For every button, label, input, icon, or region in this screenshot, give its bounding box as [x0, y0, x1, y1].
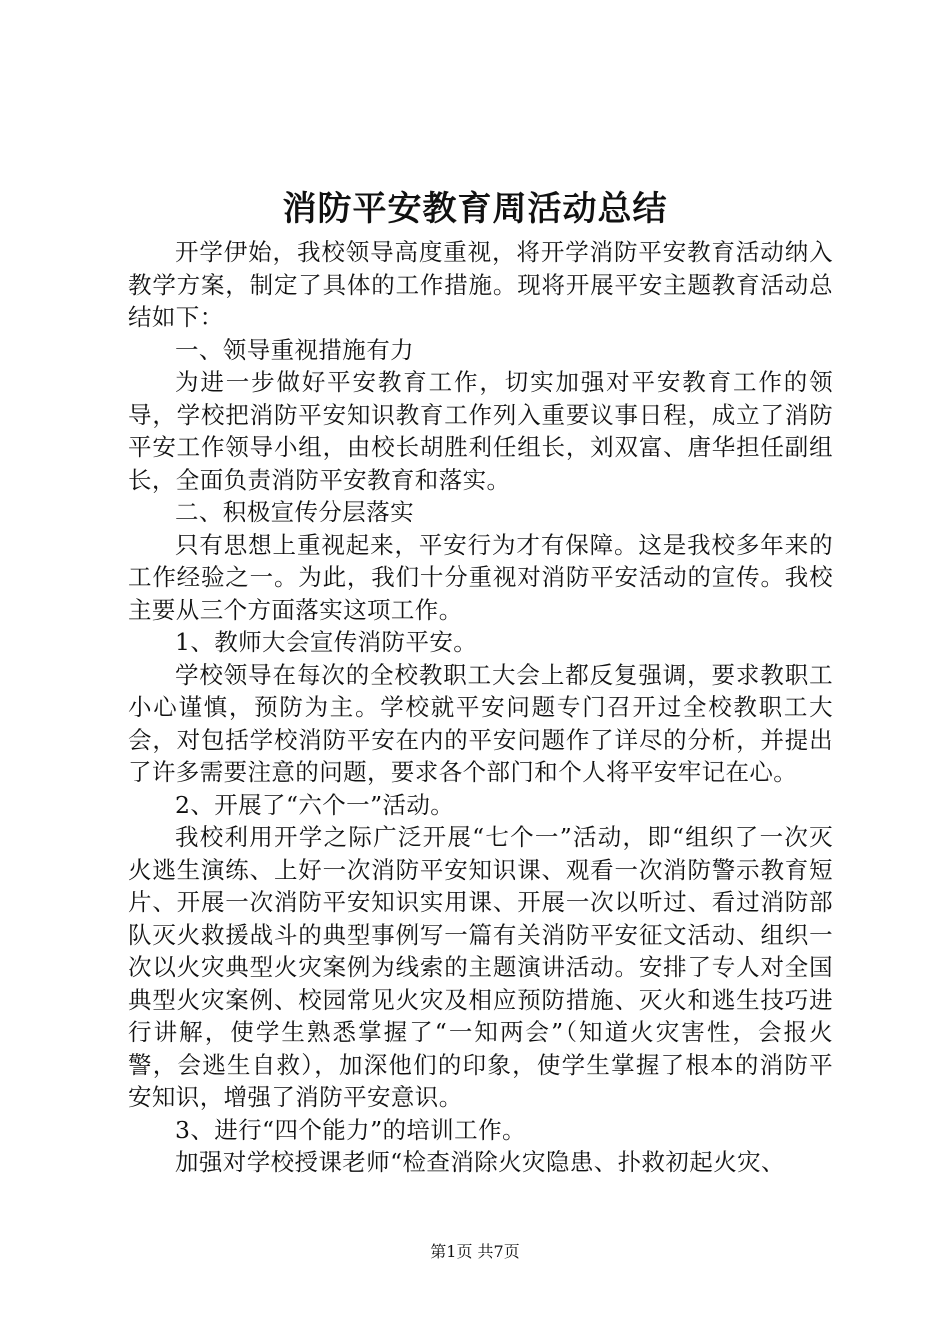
document-body — [128, 236, 833, 1179]
section-1-paragraph: 为进一步做好平安教育工作，切实加强对平安教育工作的领导，学校把消防平安知识教育工作列入重要议事日程，成立了消防平安工作领导小组，由校长胡胜利任组长，刘双富、唐华担任副组长，全面负责消防平安教育和落实。 — [128, 368, 833, 494]
section-heading-2: 二、积极宣传分层落实 — [175, 498, 414, 526]
subsection-heading-2: 2、开展了“六个一”活动。 — [175, 790, 455, 819]
subsection-1-paragraph: 学校领导在每次的全校教职工大会上都反复强调，要求教职工小心谨慎，预防为主。学校就平安问题专门召开过全校教职工大会，对包括学校消防平安在内的平安问题作了详尽的分析，并提出了许多需要注意的问题，要求各个部门和个人将平安牢记在心。 — [128, 660, 833, 786]
page-footer: 第1页 共7页 — [430, 1242, 520, 1261]
subsection-heading-1: 1、教师大会宣传消防平安。 — [175, 628, 478, 656]
section-2-paragraph: 只有思想上重视起来，平安行为才有保障。这是我校多年来的工作经验之一。为此，我们十分重视对消防平安活动的宣传。我校主要从三个方面落实这项工作。 — [128, 530, 833, 624]
intro-paragraph: 开学伊始，我校领导高度重视，将开学消防平安教育活动纳入教学方案，制定了具体的工作措施。现将开展平安主题教育活动总结如下： — [128, 238, 833, 331]
subsection-2-paragraph: 我校利用开学之际广泛开展“七个一”活动，即“组织了一次灭火逃生演练、上好一次消防平安知识课、观看一次消防警示教育短片、开展一次消防平安知识实用课、开展一次以听过、看过消防部队灭火救援战斗的典型事例写一篇有关消防平安征文活动、组织一次以火灾典型火灾案例为线索的主题演讲活动。安排了专人对全国典型火灾案例、校园常见火灾及相应预防措施、灭火和逃生技巧进行讲解，使学生熟悉掌握了“一知两会”（知道火灾害性，会报火警，会逃生自救），加深他们的印象，使学生掌握了根本的消防平安知识，增强了消防平安意识。 — [128, 823, 833, 1111]
subsection-3-paragraph: 加强对学校授课老师“检查消除火灾隐患、扑救初起火灾、 — [175, 1148, 785, 1176]
subsection-heading-3: 3、进行“四个能力”的培训工作。 — [175, 1115, 526, 1144]
section-heading-1: 一、领导重视措施有力 — [175, 335, 414, 364]
document-title: 消防平安教育周活动总结 — [282, 189, 668, 229]
